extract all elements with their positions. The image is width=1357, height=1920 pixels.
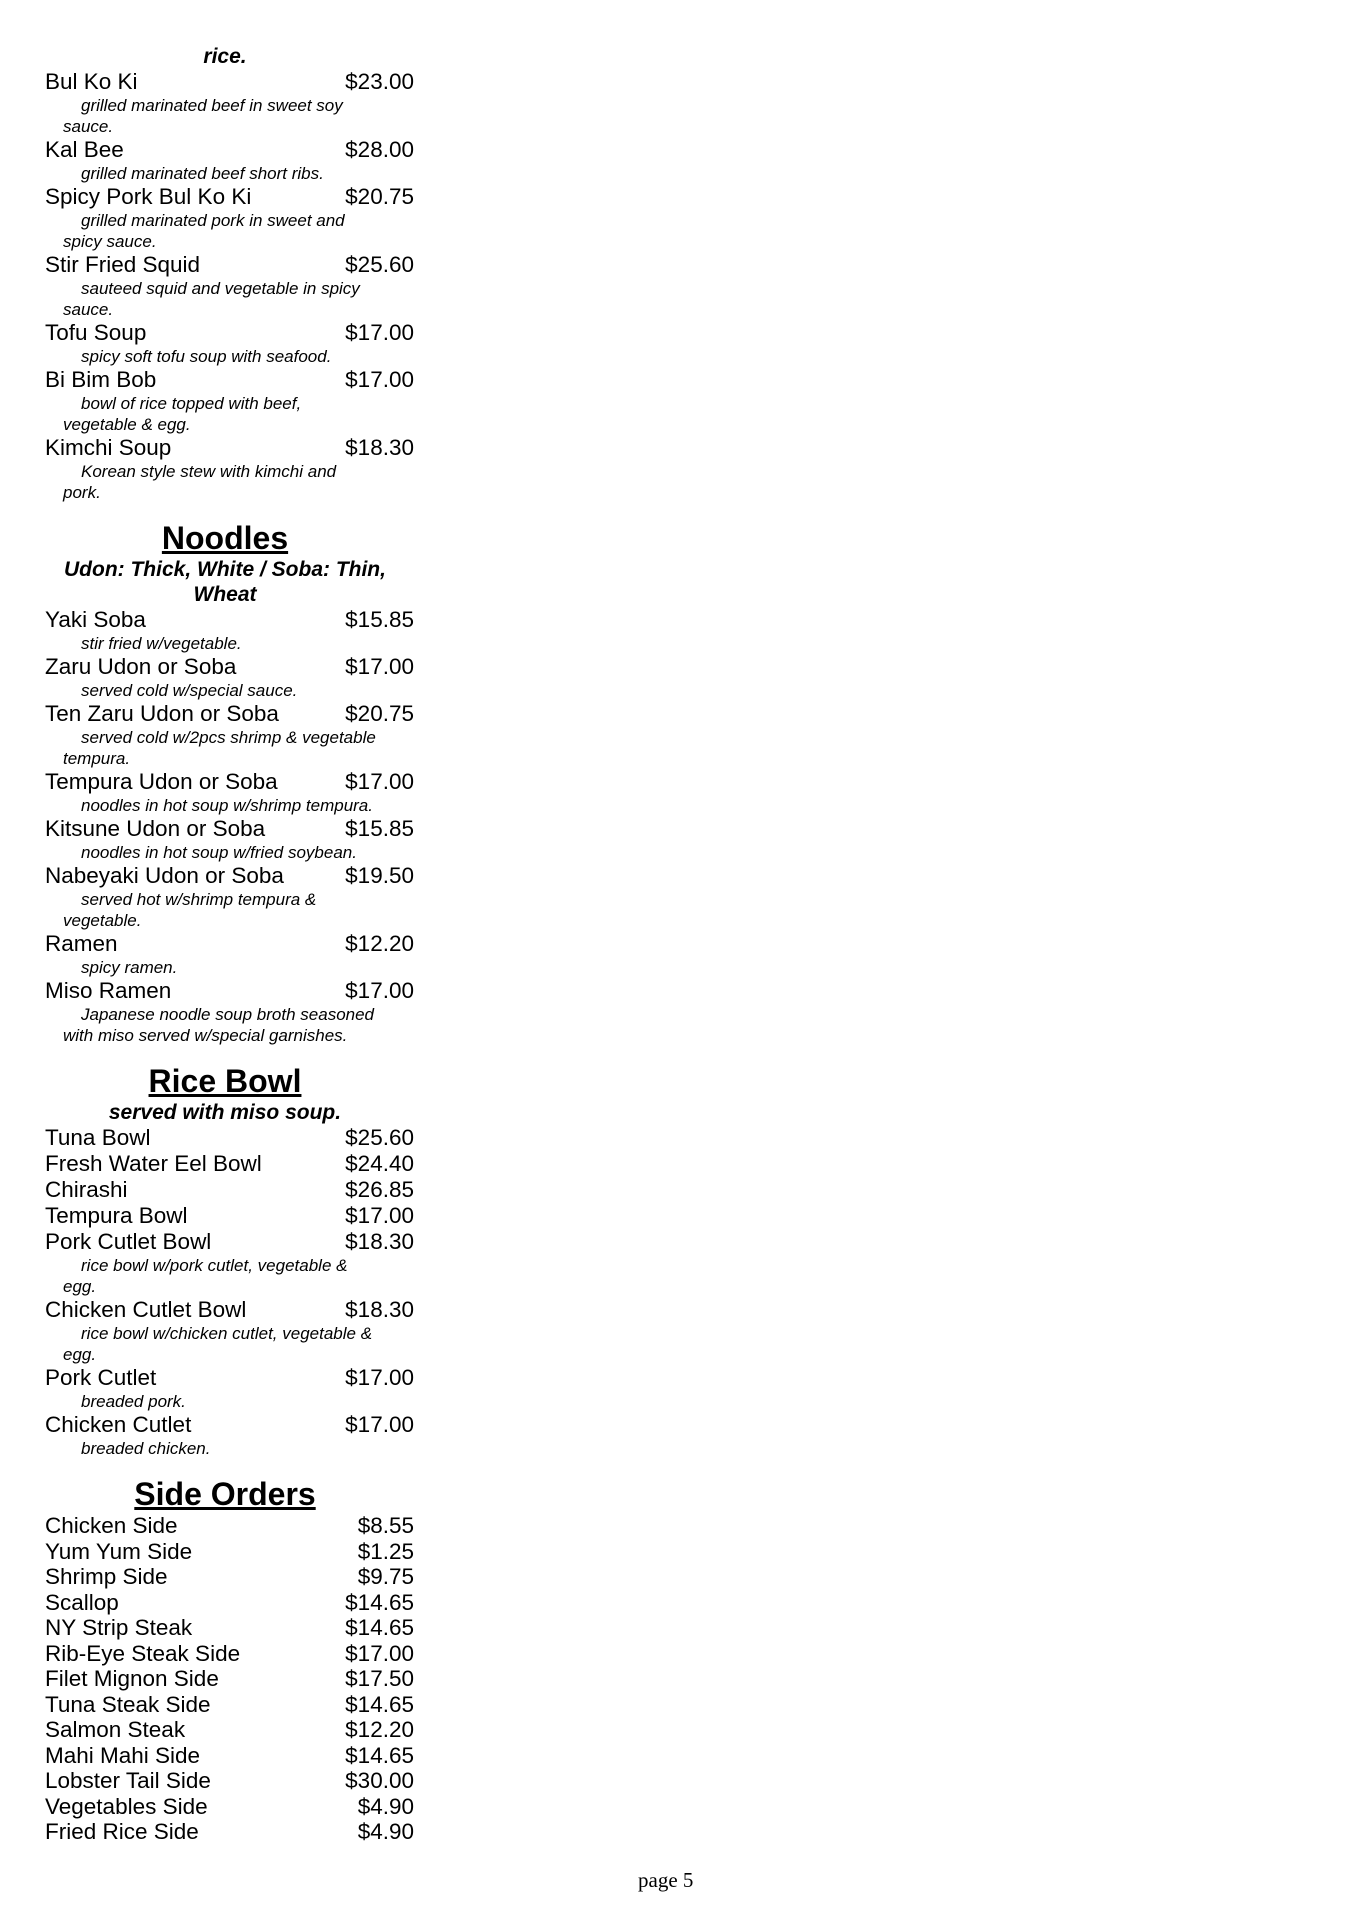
section-noodles xyxy=(30,520,420,1046)
menu-item-price: $1.25 xyxy=(357,1538,414,1564)
menu-item xyxy=(30,1692,420,1718)
menu-item xyxy=(30,1641,420,1667)
section-subtitle: served with miso soup. xyxy=(108,1101,342,1124)
section-heading: Noodles xyxy=(161,520,289,556)
menu-item-description: sauteed squid and vegetable in spicy sauce. xyxy=(63,279,360,319)
menu-item-name: Lobster Tail Side xyxy=(45,1768,211,1793)
menu-item-price: $18.30 xyxy=(345,1297,414,1322)
menu-item-name: Nabeyaki Udon or Soba xyxy=(45,863,284,888)
menu-item xyxy=(30,1768,420,1794)
menu-item-price: $20.75 xyxy=(345,701,414,726)
menu-item-price: $19.50 xyxy=(345,863,414,888)
menu-item-name: Salmon Steak xyxy=(45,1717,186,1742)
menu-item-description: rice bowl w/chicken cutlet, vegetable & egg. xyxy=(63,1324,373,1364)
menu-item-name: Yum Yum Side xyxy=(45,1538,193,1564)
menu-item-name: Rib-Eye Steak Side xyxy=(45,1640,241,1666)
menu-item-name: Scallop xyxy=(45,1589,119,1615)
menu-item-price: $18.30 xyxy=(345,1229,414,1254)
menu-item-description: grilled marinated beef in sweet soy sauce. xyxy=(63,96,343,136)
menu-item-description: grilled marinated pork in sweet and spicy sauce. xyxy=(63,211,345,251)
menu-item xyxy=(30,1297,420,1323)
menu-item-description: rice bowl w/pork cutlet, vegetable & egg. xyxy=(63,1256,348,1296)
menu-item xyxy=(30,1539,420,1565)
menu-item xyxy=(30,320,420,346)
menu-item-price: $12.20 xyxy=(345,1717,414,1742)
page-number: page 5 xyxy=(638,1868,694,1892)
menu-item xyxy=(30,1513,420,1539)
menu-item xyxy=(30,1203,420,1229)
menu-item-price: $18.30 xyxy=(345,435,414,460)
menu-item-name: Spicy Pork Bul Ko Ki xyxy=(45,184,252,209)
menu-item-price: $26.85 xyxy=(345,1177,414,1202)
menu-item xyxy=(30,1564,420,1590)
menu-item-name: Tuna Bowl xyxy=(45,1125,151,1150)
menu-item-name: Bi Bim Bob xyxy=(45,367,157,392)
menu-item xyxy=(30,435,420,461)
menu-item-name: Fresh Water Eel Bowl xyxy=(45,1151,262,1176)
menu-item-description: spicy ramen. xyxy=(81,958,178,977)
menu-item-price: $17.00 xyxy=(345,367,414,392)
menu-item-name: Chicken Side xyxy=(45,1513,178,1538)
menu-item-description: served cold w/special sauce. xyxy=(81,681,298,700)
menu-item-name: Kitsune Udon or Soba xyxy=(45,816,266,841)
menu-item-price: $15.85 xyxy=(345,607,414,632)
menu-item-price: $24.40 xyxy=(345,1151,414,1176)
menu-item-description: breaded chicken. xyxy=(81,1439,211,1458)
menu-item xyxy=(30,137,420,163)
item-list xyxy=(30,607,420,1046)
menu-item-description: served hot w/shrimp tempura & vegetable. xyxy=(63,890,317,930)
menu-item-name: Chicken Cutlet Bowl xyxy=(45,1297,247,1322)
menu-item-price: $14.65 xyxy=(345,1742,414,1768)
menu-item-name: Mahi Mahi Side xyxy=(45,1742,201,1768)
menu-item xyxy=(30,931,420,957)
menu-item-description: noodles in hot soup w/fried soybean. xyxy=(81,843,357,862)
menu-item xyxy=(30,1590,420,1616)
menu-item-price: $17.00 xyxy=(345,1365,414,1390)
menu-item-name: Stir Fried Squid xyxy=(45,252,201,277)
menu-item-name: Pork Cutlet xyxy=(45,1365,157,1390)
menu-item xyxy=(30,769,420,795)
menu-item-price: $23.00 xyxy=(345,69,414,94)
section-subtitle: rice. xyxy=(203,45,247,68)
menu-item xyxy=(30,1177,420,1203)
menu-item-name: Miso Ramen xyxy=(45,978,172,1003)
menu-item xyxy=(30,1229,420,1255)
menu-item-name: Kimchi Soup xyxy=(45,435,172,460)
menu-item xyxy=(30,1819,420,1845)
menu-item xyxy=(30,863,420,889)
menu-item-description: stir fried w/vegetable. xyxy=(81,634,242,653)
menu-item-description: breaded pork. xyxy=(81,1392,186,1411)
menu-item-name: Shrimp Side xyxy=(45,1564,168,1589)
menu-item-description: noodles in hot soup w/shrimp tempura. xyxy=(81,796,373,815)
menu-item-name: Filet Mignon Side xyxy=(45,1666,219,1691)
menu-item-name: Ramen xyxy=(45,931,118,956)
menu-item xyxy=(30,1717,420,1743)
menu-item-name: Bul Ko Ki xyxy=(45,69,138,94)
menu-item-price: $17.00 xyxy=(345,1203,414,1228)
menu-item xyxy=(30,816,420,842)
menu-item-name: Yaki Soba xyxy=(45,607,146,632)
menu-item xyxy=(30,69,420,95)
menu-item xyxy=(30,1615,420,1641)
menu-item-price: $15.85 xyxy=(345,816,414,841)
menu-item-name: Fried Rice Side xyxy=(45,1819,199,1844)
menu-item-name: Tuna Steak Side xyxy=(45,1691,211,1717)
menu-item-description: served cold w/2pcs shrimp & vegetable tempura. xyxy=(63,728,376,768)
menu-item-description: spicy soft tofu soup with seafood. xyxy=(81,347,332,366)
menu-item-description: bowl of rice topped with beef, vegetable & egg. xyxy=(63,394,302,434)
menu-item-price: $17.00 xyxy=(345,978,414,1003)
menu-item-name: Vegetables Side xyxy=(45,1793,208,1819)
menu-item-price: $12.20 xyxy=(345,931,414,956)
menu-item-price: $30.00 xyxy=(345,1768,414,1793)
menu-item xyxy=(30,701,420,727)
menu-item-price: $14.65 xyxy=(345,1691,414,1717)
menu-column xyxy=(30,44,420,1845)
section-side-orders xyxy=(30,1476,420,1845)
item-list xyxy=(30,1513,420,1845)
section-heading: Rice Bowl xyxy=(148,1063,302,1099)
menu-item-name: NY Strip Steak xyxy=(45,1615,193,1640)
menu-item-price: $17.00 xyxy=(345,654,414,679)
menu-item xyxy=(30,1365,420,1391)
menu-item-description: Korean style stew with kimchi and pork. xyxy=(63,462,337,502)
menu-item xyxy=(30,1794,420,1820)
menu-item-price: $20.75 xyxy=(345,184,414,209)
item-list xyxy=(30,69,420,503)
menu-item-price: $14.65 xyxy=(345,1589,414,1615)
section-rice-bowl xyxy=(30,1063,420,1459)
menu-item-price: $4.90 xyxy=(357,1793,414,1819)
menu-item-name: Pork Cutlet Bowl xyxy=(45,1229,212,1254)
menu-item-price: $17.00 xyxy=(345,769,414,794)
menu-item-name: Ten Zaru Udon or Soba xyxy=(45,701,279,726)
menu-item-price: $25.60 xyxy=(345,1125,414,1150)
menu-item-price: $17.50 xyxy=(345,1666,414,1691)
menu-item-name: Tempura Bowl xyxy=(45,1203,188,1228)
menu-item-price: $4.90 xyxy=(357,1819,414,1844)
menu-item xyxy=(30,252,420,278)
menu-item-name: Chirashi xyxy=(45,1177,128,1202)
menu-item xyxy=(30,1125,420,1151)
menu-item-price: $28.00 xyxy=(345,137,414,162)
menu-item-description: Japanese noodle soup broth seasoned with miso served w/special garnishes. xyxy=(63,1005,375,1045)
menu-item-name: Chicken Cutlet xyxy=(45,1412,192,1437)
menu-item xyxy=(30,978,420,1004)
menu-item-price: $8.55 xyxy=(357,1513,414,1538)
menu-item xyxy=(30,654,420,680)
menu-item-name: Kal Bee xyxy=(45,137,124,162)
menu-item-name: Tofu Soup xyxy=(45,320,147,345)
section-subtitle: Udon: Thick, White / Soba: Thin, Wheat xyxy=(64,558,386,606)
menu-item xyxy=(30,1743,420,1769)
menu-item xyxy=(30,1151,420,1177)
menu-item-price: $9.75 xyxy=(357,1564,414,1589)
menu-item xyxy=(30,367,420,393)
menu-item-description: grilled marinated beef short ribs. xyxy=(81,164,324,183)
menu-item-name: Tempura Udon or Soba xyxy=(45,769,278,794)
menu-item-price: $17.00 xyxy=(345,1412,414,1437)
menu-item xyxy=(30,184,420,210)
menu-item-price: $14.65 xyxy=(345,1615,414,1640)
menu-item-price: $17.00 xyxy=(345,320,414,345)
menu-item xyxy=(30,1412,420,1438)
menu-item-price: $17.00 xyxy=(345,1640,414,1666)
section-heading: Side Orders xyxy=(134,1476,316,1512)
menu-item xyxy=(30,1666,420,1692)
item-list xyxy=(30,1125,420,1459)
menu-item-name: Zaru Udon or Soba xyxy=(45,654,237,679)
menu-item-price: $25.60 xyxy=(345,252,414,277)
menu-item xyxy=(30,607,420,633)
section-continued xyxy=(30,44,420,503)
